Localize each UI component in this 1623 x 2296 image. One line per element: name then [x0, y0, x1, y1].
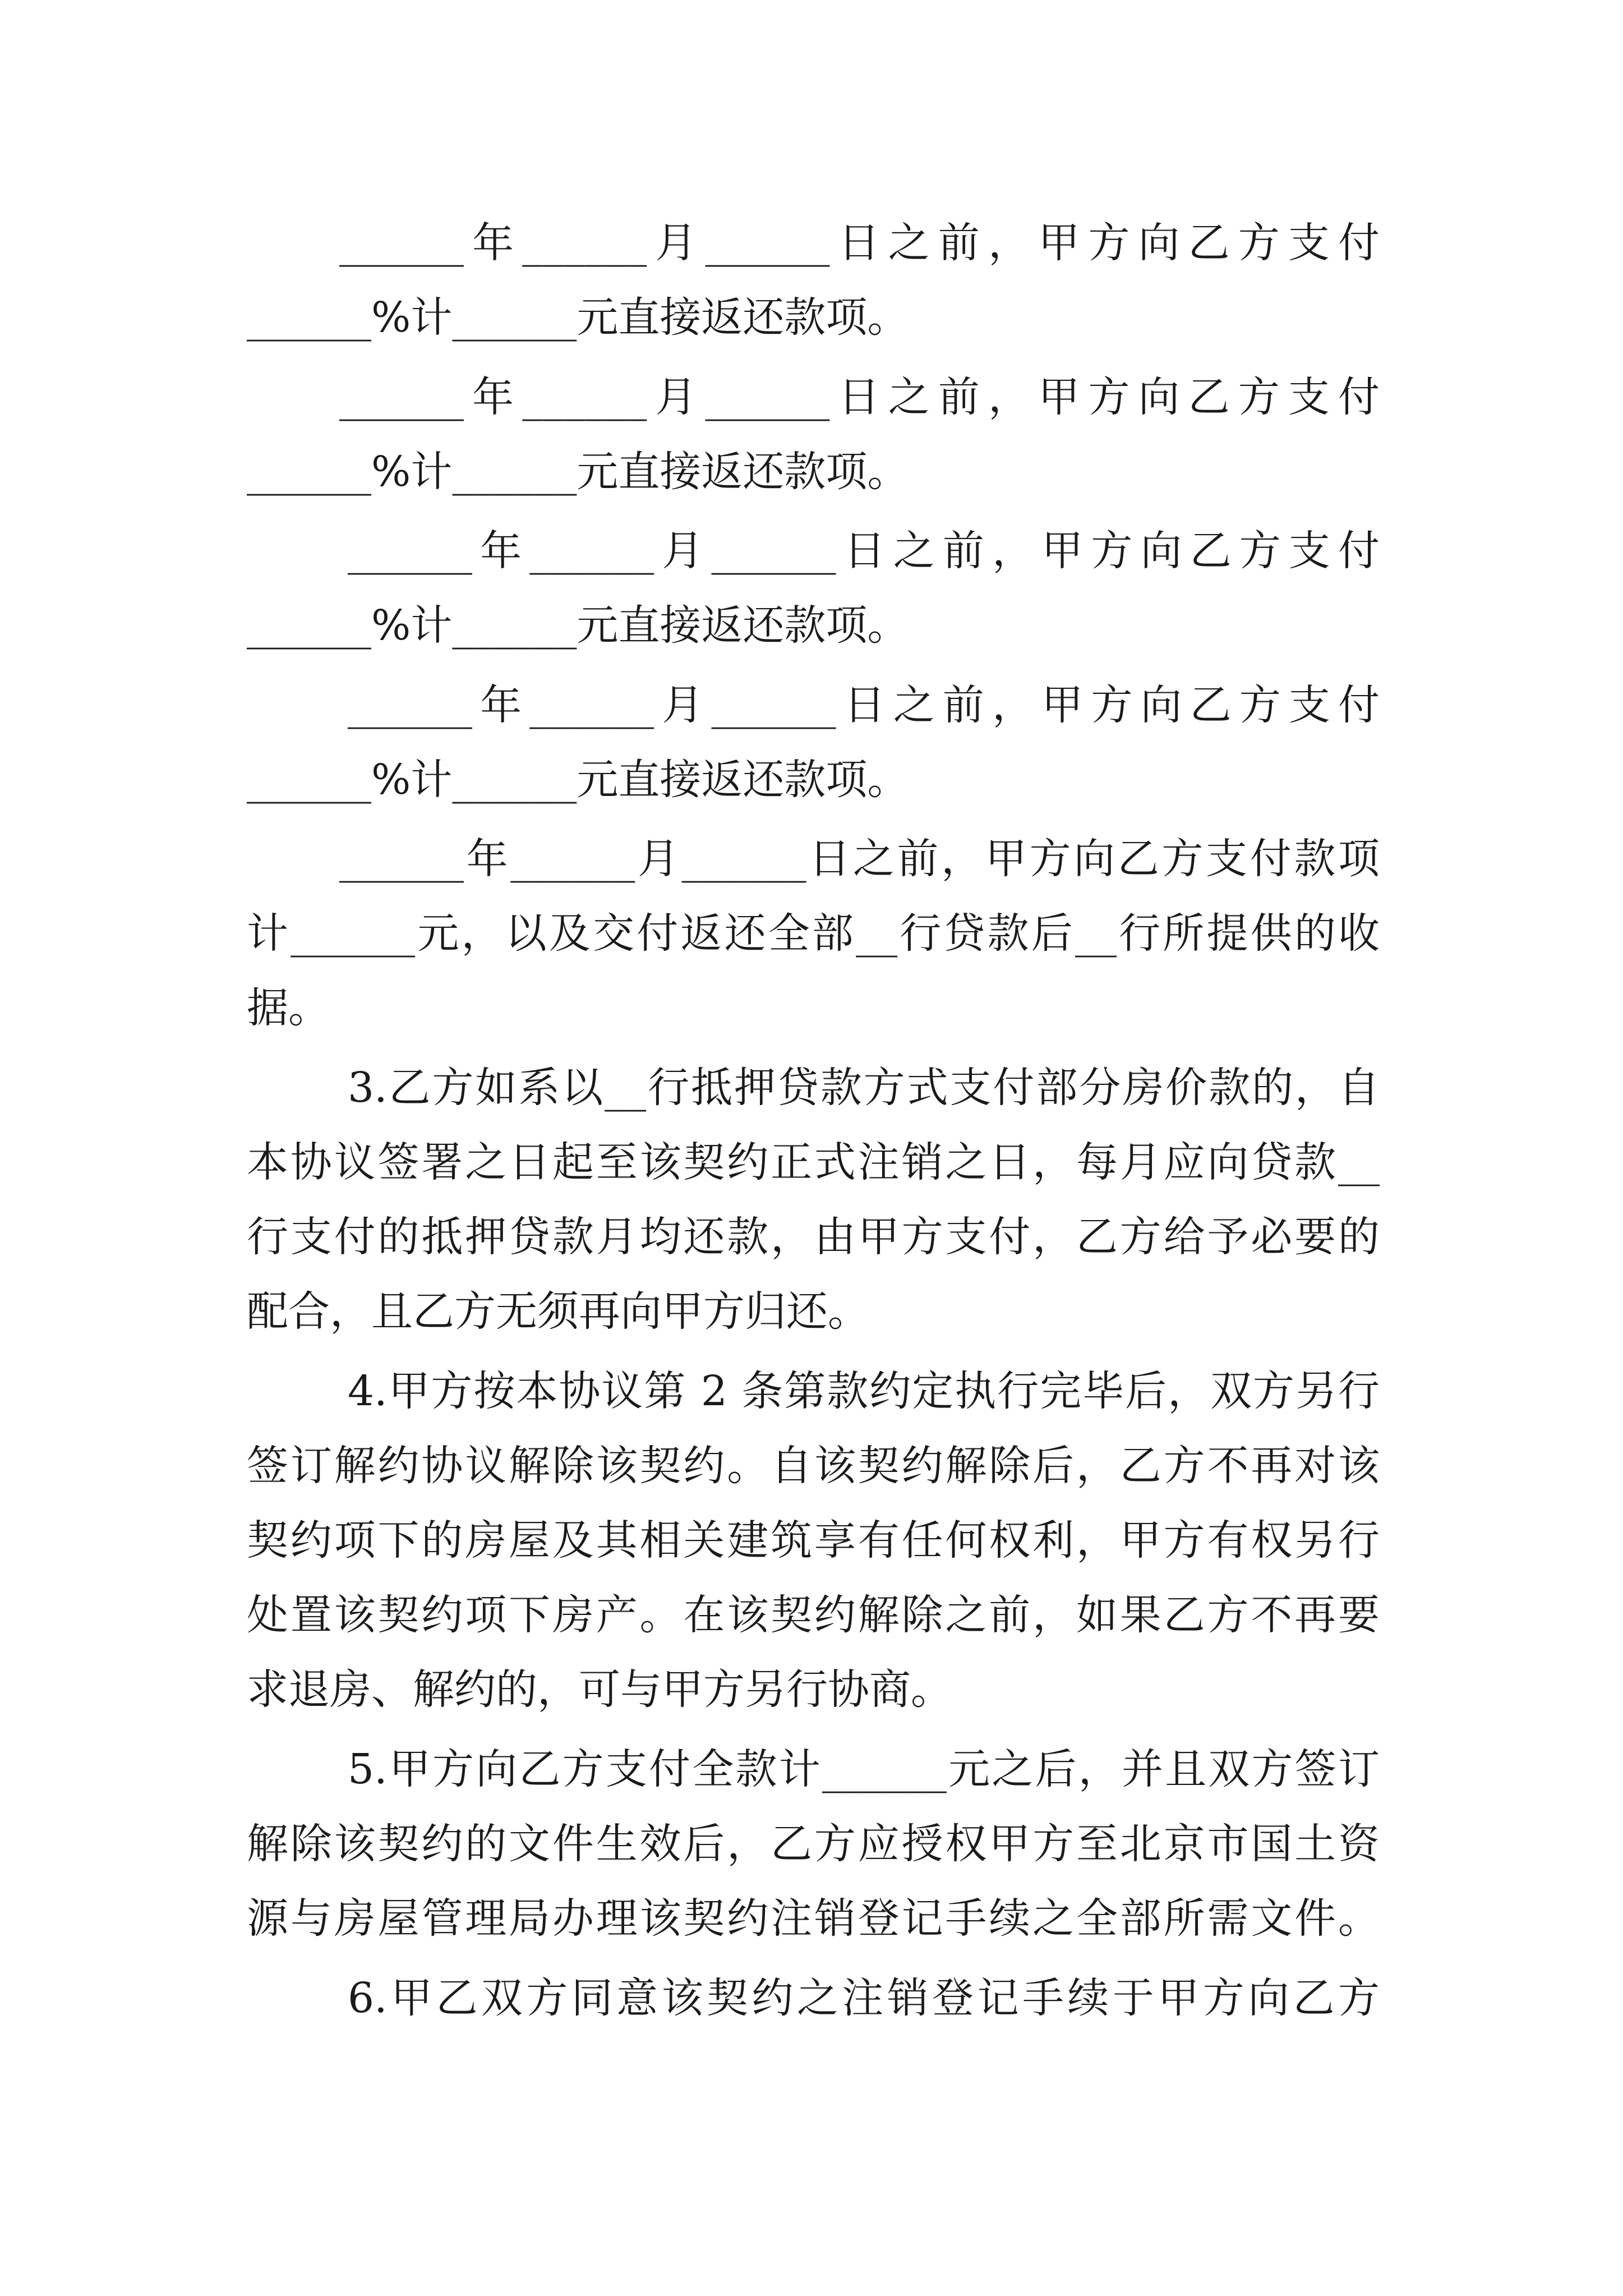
text-line-12: 3.乙方如系以__行抵押贷款方式支付部分房价款的，自 [348, 1064, 1380, 1112]
text-line-23: 源与房屋管理局办理该契约注销登记手续之全部所需文件。 [247, 1894, 1380, 1943]
text-line-1: ______年______月______日之前，甲方向乙方支付 [339, 219, 1380, 267]
text-line-9: ______年______月______日之前，甲方向乙方支付款项 [339, 835, 1380, 883]
text-line-2: ______%计______元直接返还款项。 [247, 293, 909, 342]
text-line-19: 处置该契约项下房产。在该契约解除之前，如果乙方不再要 [247, 1591, 1380, 1639]
text-line-16: 4.甲方按本协议第 2 条第款约定执行完毕后，双方另行 [348, 1367, 1380, 1415]
text-line-18: 契约项下的房屋及其相关建筑享有任何权利，甲方有权另行 [247, 1516, 1380, 1565]
text-line-20: 求退房、解约的，可与甲方另行协商。 [247, 1665, 952, 1714]
text-line-17: 签订解约协议解除该契约。自该契约解除后，乙方不再对该 [247, 1442, 1380, 1490]
text-line-21: 5.甲方向乙方支付全款计______元之后，并且双方签订 [348, 1745, 1380, 1793]
text-line-22: 解除该契约的文件生效后，乙方应授权甲方至北京市国土资 [247, 1820, 1380, 1868]
text-line-6: ______%计______元直接返还款项。 [247, 601, 909, 650]
text-line-5: ______年______月______日之前，甲方向乙方支付 [348, 527, 1380, 575]
text-line-3: ______年______月______日之前，甲方向乙方支付 [339, 373, 1380, 421]
text-line-15: 配合，且乙方无须再向甲方归还。 [247, 1287, 869, 1336]
text-line-14: 行支付的抵押贷款月均还款，由甲方支付，乙方给予必要的 [247, 1213, 1380, 1261]
text-line-8: ______%计______元直接返还款项。 [247, 756, 909, 804]
text-line-24: 6.甲乙双方同意该契约之注销登记手续于甲方向乙方 [348, 1974, 1380, 2022]
text-line-11: 据。 [247, 984, 330, 1032]
text-line-10: 计______元，以及交付返还全部__行贷款后__行所提供的收 [247, 909, 1380, 958]
text-line-4: ______%计______元直接返还款项。 [247, 448, 909, 496]
text-line-7: ______年______月______日之前，甲方向乙方支付 [348, 681, 1380, 729]
text-line-13: 本协议签署之日起至该契约正式注销之日，每月应向贷款__ [247, 1138, 1380, 1186]
